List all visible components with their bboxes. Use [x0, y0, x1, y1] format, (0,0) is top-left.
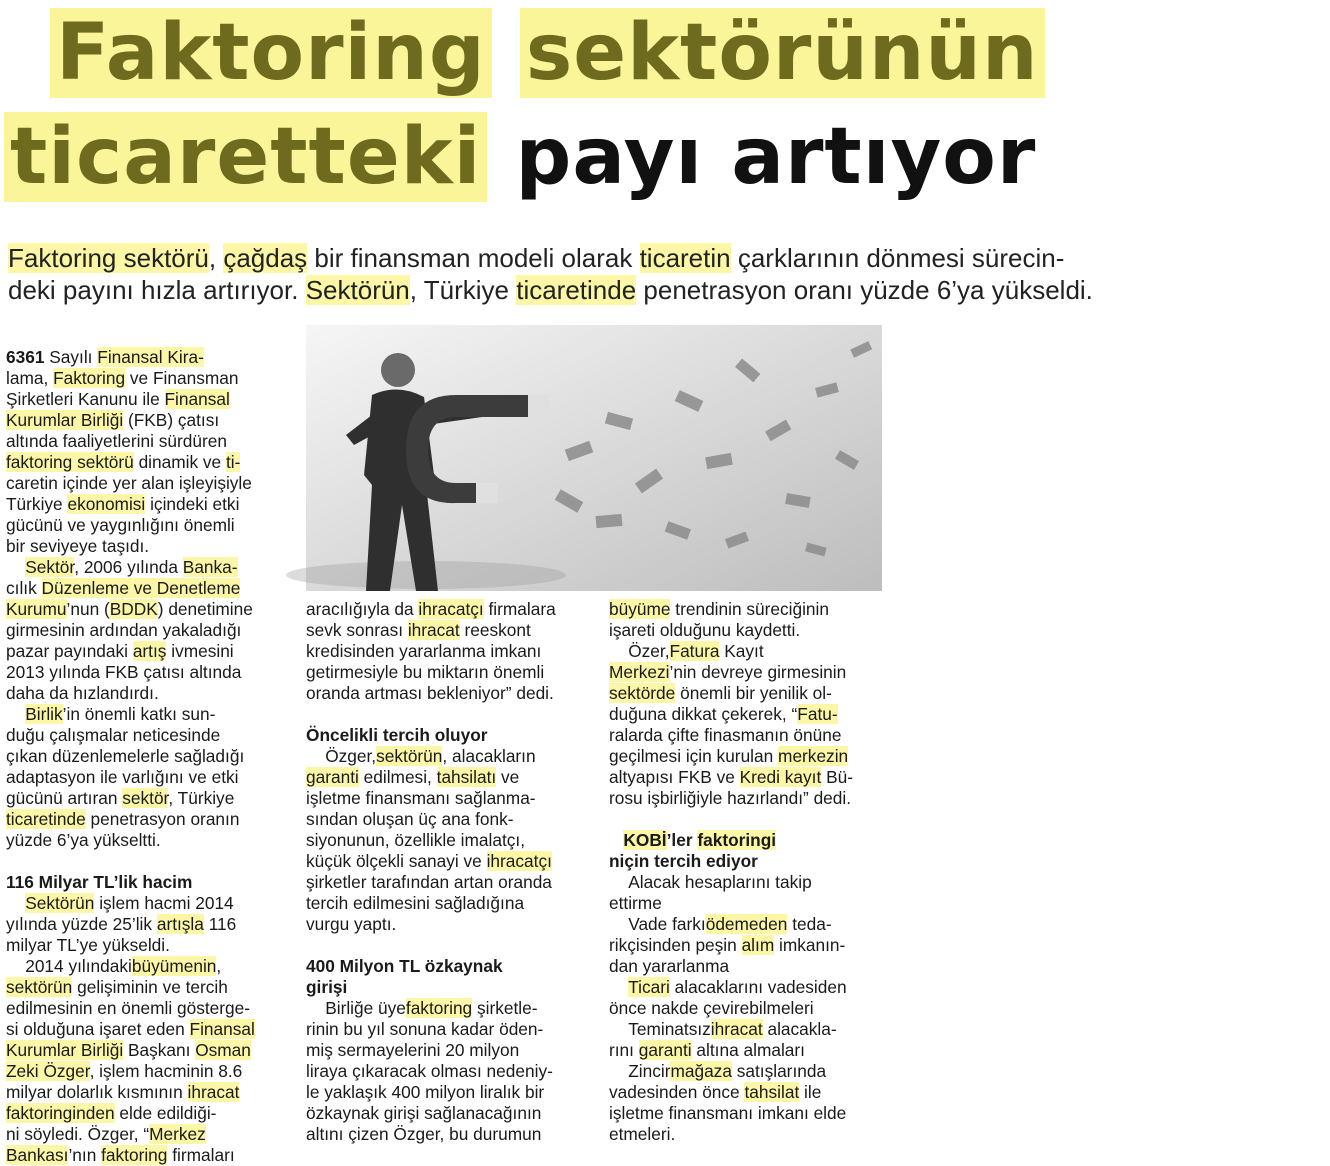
text-segment: Kurumlar Birliği: [6, 1040, 124, 1060]
text-segment: edilmesinin en önemli gösterge-: [6, 998, 250, 1018]
text-line: [306, 683, 596, 704]
text-segment: ivmesini: [166, 641, 234, 661]
text-segment: altyapısı FKB ve: [609, 767, 740, 787]
text-segment: ettirme: [609, 893, 662, 913]
text-segment: artışla: [156, 914, 204, 934]
text-line: [6, 1040, 296, 1061]
text-line: [6, 473, 296, 494]
text-line: [306, 599, 596, 620]
text-line: [6, 515, 296, 536]
text-segment: gücünü ve yaygınlığını önemli: [6, 515, 235, 535]
text-line: [306, 1040, 596, 1061]
text-line: [6, 725, 296, 746]
text-segment: ekonomisi: [67, 494, 146, 514]
text-segment: elde edildiği-: [114, 1103, 217, 1123]
headline-word: payı artıyor: [515, 112, 1037, 202]
text-segment: faktoringinden: [6, 1103, 115, 1123]
text-line: [6, 641, 296, 662]
text-segment: ihracat: [187, 1082, 240, 1102]
lead-text: Faktoring sektörü: [8, 243, 209, 273]
column-3-top: [609, 599, 899, 809]
lead-text: Sektörün: [305, 275, 410, 305]
text-line: [6, 452, 296, 473]
text-line: [306, 998, 596, 1019]
text-segment: Birliğe üye: [306, 998, 406, 1018]
subheading-segment: faktoringi: [697, 830, 777, 850]
text-segment: 2014 yılındaki: [6, 956, 132, 976]
text-segment: teda-: [787, 914, 832, 934]
text-segment: şirketle-: [472, 998, 538, 1018]
subheading-segment: ’ler: [666, 830, 698, 850]
text-segment: Ticari: [628, 977, 670, 997]
text-line: [6, 746, 296, 767]
text-segment: milyar TL’ye yükseldi.: [6, 935, 170, 955]
text-segment: lama,: [6, 368, 54, 388]
text-line: [609, 1040, 899, 1061]
text-segment: Sektörün: [25, 893, 95, 913]
text-line: [609, 935, 899, 956]
column-2-top: [306, 599, 596, 704]
text-line: [6, 368, 296, 389]
text-segment: (FKB) çatısı: [123, 410, 220, 430]
text-segment: Zincir: [609, 1061, 671, 1081]
text-segment: gelişiminin ve tercih: [72, 977, 228, 997]
text-segment: faktoring: [101, 1145, 168, 1165]
text-segment: ve Finansman: [125, 368, 239, 388]
text-line: [609, 767, 899, 788]
text-segment: altına almaları: [691, 1040, 805, 1060]
text-segment: adaptasyon ile varlığını ve etki: [6, 767, 239, 787]
text-segment: sından oluşan üç ana fonk-: [306, 809, 514, 829]
article-column-2: [306, 599, 596, 1145]
text-line: [6, 620, 296, 641]
text-segment: altında faaliyetlerini sürdüren: [6, 431, 227, 451]
photo-illustration: [306, 325, 882, 591]
text-line: [306, 809, 596, 830]
text-segment: ihracatçı: [418, 599, 484, 619]
text-segment: Faktoring: [53, 368, 126, 388]
headline-word: Faktoring: [50, 8, 492, 98]
text-segment: tahsilat: [744, 1082, 800, 1102]
text-segment: alım: [741, 935, 775, 955]
text-segment: ,: [216, 956, 222, 976]
text-segment: işlem hacmi 2014: [94, 893, 234, 913]
subheading: 400 Milyon TL özkaynak: [306, 956, 503, 976]
text-segment: cılık: [6, 578, 42, 598]
column-1-intro: [6, 347, 296, 851]
text-segment: alacaklarını vadesiden: [669, 977, 847, 997]
text-segment: Bankası: [6, 1145, 69, 1165]
text-segment: Özger,: [306, 746, 377, 766]
text-line: [6, 914, 296, 935]
text-line: [6, 662, 296, 683]
text-segment: garanti: [306, 767, 359, 787]
text-line: [609, 977, 899, 998]
text-segment: milyar dolarlık kısmının: [6, 1082, 188, 1102]
text-segment: vurgu yaptı.: [306, 914, 397, 934]
text-line: [306, 1061, 596, 1082]
text-segment: ni söyledi. Özger, “: [6, 1124, 150, 1144]
text-segment: tahsilatı: [436, 767, 497, 787]
text-line: [6, 1145, 296, 1166]
text-line: [609, 788, 899, 809]
text-segment: Türkiye: [6, 494, 68, 514]
subheading: 116 Milyar TL’lik hacim: [6, 872, 193, 892]
lead-paragraph: [8, 242, 1274, 306]
text-line: [306, 746, 596, 767]
text-line: [609, 599, 899, 620]
text-segment: sevk sonrası: [306, 620, 408, 640]
text-segment: önce nakde çevirebilmeleri: [609, 998, 814, 1018]
text-line: [306, 830, 596, 851]
text-line: [609, 872, 899, 893]
text-segment: girmesinin ardından yakaladığı: [6, 620, 242, 640]
text-segment: ihracat: [407, 620, 460, 640]
text-line: [306, 1124, 596, 1145]
text-line: [609, 620, 899, 641]
text-segment: Merkez: [149, 1124, 206, 1144]
column-2-mid: [306, 746, 596, 935]
text-segment: 116: [203, 914, 237, 934]
text-segment: faktoring sektörü: [6, 452, 134, 472]
lead-text: , Türkiye: [409, 275, 517, 305]
text-segment: şirketler tarafından artan oranda: [306, 872, 552, 892]
text-segment: , işlem hacminin 8.6: [89, 1061, 243, 1081]
headline-word: sektörünün: [520, 8, 1045, 98]
text-line: [6, 410, 296, 431]
text-segment: imkanın-: [774, 935, 846, 955]
text-segment: Finansal: [189, 1019, 255, 1039]
text-segment: çıkan düzenlemelerle sağladığı: [6, 746, 245, 766]
column-1-volume: [6, 893, 296, 1166]
text-segment: geçilmesi için kurulan: [609, 746, 779, 766]
text-line: [306, 662, 596, 683]
text-segment: Finansal Kira-: [97, 347, 204, 367]
text-segment: garanti: [638, 1040, 692, 1060]
column-3-list: [609, 872, 899, 1145]
text-line: [306, 620, 596, 641]
text-segment: Vade farkı: [609, 914, 706, 934]
lead-text: çağdaş: [223, 243, 308, 273]
text-line: [6, 788, 296, 809]
text-segment: [6, 893, 25, 913]
text-line: [6, 431, 296, 452]
text-segment: ’nin devreye girmesinin: [669, 662, 847, 682]
text-segment: , Türkiye: [168, 788, 235, 808]
text-segment: artış: [132, 641, 167, 661]
text-segment: Kurumlar Birliği: [6, 410, 124, 430]
text-segment: büyüme: [609, 599, 671, 619]
text-segment: liraya çıkaracak olması nedeniy-: [306, 1061, 553, 1081]
text-line: [306, 788, 596, 809]
text-segment: si olduğuna işaret eden: [6, 1019, 190, 1039]
text-segment: ralarda çifte finasmanın önüne: [609, 725, 842, 745]
text-line: [6, 578, 296, 599]
text-segment: Başkanı: [123, 1040, 196, 1060]
lead-text: ,: [208, 243, 224, 273]
text-segment: Osman: [195, 1040, 251, 1060]
text-segment: Kurumu: [6, 599, 67, 619]
text-line: [609, 662, 899, 683]
lead-text: bir finansman modeli olarak: [307, 243, 640, 273]
text-segment: etmeleri.: [609, 1124, 676, 1144]
text-segment: ticaretinde: [6, 809, 86, 829]
text-line: [609, 1019, 899, 1040]
text-segment: duğu çalışmalar neticesinde: [6, 725, 221, 745]
text-segment: sektör: [122, 788, 169, 808]
text-segment: rını: [609, 1040, 639, 1060]
text-segment: yüzde 6’ya yükseltti.: [6, 830, 161, 850]
text-line: [306, 851, 596, 872]
text-segment: Teminatsız: [609, 1019, 711, 1039]
text-line: [306, 1019, 596, 1040]
text-line: [6, 1103, 296, 1124]
text-line: [609, 1082, 899, 1103]
text-segment: işareti olduğunu kaydetti.: [609, 620, 801, 640]
text-segment: içindeki etki: [145, 494, 240, 514]
text-line: [306, 767, 596, 788]
businessman-magnet-money-photo: [306, 325, 882, 591]
text-segment: aracılığıyla da: [306, 599, 419, 619]
text-segment: firmalara: [483, 599, 556, 619]
text-segment: Bü-: [821, 767, 853, 787]
text-line: [6, 998, 296, 1019]
text-segment: faktoring: [405, 998, 473, 1018]
text-segment: oranda artması bekleniyor” dedi.: [306, 683, 554, 703]
text-line: [609, 683, 899, 704]
text-segment: işletme finansmanı imkanı elde: [609, 1103, 847, 1123]
text-line: [609, 641, 899, 662]
lead-text: ticaretin: [639, 243, 731, 273]
text-segment: Zeki Özger: [6, 1061, 90, 1081]
text-segment: 6361 Sayılı: [6, 347, 98, 367]
subheading-segment: KOBİ: [623, 830, 667, 850]
text-segment: sektörün: [6, 977, 73, 997]
text-line: [6, 683, 296, 704]
text-segment: ’in önemli katkı sun-: [62, 704, 216, 724]
text-segment: firmaları: [167, 1145, 235, 1165]
text-segment: Merkezi: [609, 662, 670, 682]
text-segment: sektörde: [609, 683, 676, 703]
text-line: [306, 893, 596, 914]
text-line: [6, 893, 296, 914]
text-segment: , 2006 yılında: [74, 557, 183, 577]
text-segment: [609, 977, 628, 997]
text-segment: penetrasyon oranın: [85, 809, 240, 829]
text-segment: Banka-: [182, 557, 238, 577]
text-line: [306, 914, 596, 935]
lead-text: deki payını hızla artırıyor.: [8, 275, 306, 305]
text-segment: altını çizen Özger, bu durumun: [306, 1124, 542, 1144]
text-line: [609, 725, 899, 746]
headline-word: ticaretteki: [4, 112, 487, 202]
text-segment: Finansal: [164, 389, 230, 409]
text-segment: siyonunun, özellikle imalatçı,: [306, 830, 526, 850]
text-segment: vadesinden önce: [609, 1082, 745, 1102]
text-line: [609, 704, 899, 725]
text-segment: büyümenin: [131, 956, 217, 976]
text-line: [609, 1061, 899, 1082]
headline-line-1: [50, 8, 1330, 98]
text-segment: reeskont: [459, 620, 531, 640]
text-segment: yılında yüzde 25’lik: [6, 914, 157, 934]
text-segment: 6361: [6, 347, 45, 367]
text-segment: ile: [799, 1082, 822, 1102]
text-segment: alacakla-: [762, 1019, 837, 1039]
text-line: [6, 830, 296, 851]
subheading: niçin tercih ediyor: [609, 851, 758, 871]
text-segment: sektörün: [376, 746, 443, 766]
article-column-3: [609, 599, 899, 1145]
text-line: [306, 872, 596, 893]
lead-text: çarklarının dönmesi sürecin-: [730, 243, 1065, 273]
text-line: [6, 557, 296, 578]
text-segment: ti-: [225, 452, 241, 472]
text-segment: rosu işbirliğiyle hazırlandı” dedi.: [609, 788, 852, 808]
text-line: [6, 1061, 296, 1082]
text-line: [6, 389, 296, 410]
text-line: [6, 347, 296, 368]
text-segment: pazar payındaki: [6, 641, 133, 661]
text-segment: BDDK: [109, 599, 158, 619]
text-segment: Birlik: [25, 704, 63, 724]
text-segment: tercih edilmesini sağladığına: [306, 893, 525, 913]
text-segment: kredisinden yararlanma imkanı: [306, 641, 542, 661]
text-segment: küçük ölçekli sanayi ve: [306, 851, 487, 871]
text-segment: Alacak hesaplarını takip: [609, 872, 812, 892]
text-segment: ) denetimine: [157, 599, 253, 619]
text-segment: ödemeden: [705, 914, 788, 934]
text-segment: Kredi kayıt: [739, 767, 822, 787]
text-line: [306, 1103, 596, 1124]
text-line: [6, 956, 296, 977]
text-segment: le yaklaşık 400 milyon liralık bir: [306, 1082, 545, 1102]
text-line: [6, 1124, 296, 1145]
subheading: girişi: [306, 977, 348, 997]
text-line: [6, 494, 296, 515]
text-segment: miş sermayelerini 20 milyon: [306, 1040, 520, 1060]
text-segment: dan yararlanma: [609, 956, 730, 976]
text-segment: rikçisinden peşin: [609, 935, 742, 955]
subheading: Öncelikli tercih oluyor: [306, 725, 488, 745]
text-line: [306, 641, 596, 662]
text-segment: Özer,: [609, 641, 670, 661]
lead-text: penetrasyon oranı yüzde 6’ya yükseldi.: [636, 275, 1093, 305]
text-segment: duğuna dikkat çekerek, “: [609, 704, 798, 724]
text-segment: Fatu-: [797, 704, 838, 724]
text-line: [6, 1019, 296, 1040]
text-line: [6, 977, 296, 998]
text-segment: Şirketleri Kanunu ile: [6, 389, 165, 409]
text-segment: trendinin süreciğinin: [670, 599, 829, 619]
lead-line: [8, 242, 1274, 274]
text-segment: Fatura: [669, 641, 720, 661]
headline-line-2: [4, 112, 1284, 202]
text-segment: Kayıt: [719, 641, 764, 661]
text-line: [6, 767, 296, 788]
text-segment: [6, 557, 25, 577]
lead-line: [8, 274, 1274, 306]
text-segment: gücünü artıran: [6, 788, 123, 808]
subheading-segment: [609, 830, 623, 850]
text-segment: ve: [496, 767, 520, 787]
text-line: [6, 935, 296, 956]
text-segment: merkezin: [778, 746, 849, 766]
text-segment: getirmesiyle bu miktarın önemli: [306, 662, 545, 682]
text-segment: mağaza: [670, 1061, 732, 1081]
text-segment: satışlarında: [731, 1061, 827, 1081]
text-segment: 2013 yılında FKB çatısı altında: [6, 662, 242, 682]
text-segment: Düzenleme ve Denetleme: [41, 578, 241, 598]
text-line: [6, 536, 296, 557]
text-segment: , alacakların: [442, 746, 536, 766]
text-segment: işletme finansmanı sağlanma-: [306, 788, 536, 808]
text-line: [609, 1103, 899, 1124]
text-line: [609, 1124, 899, 1145]
column-2-bottom: [306, 998, 596, 1145]
text-segment: ihracat: [710, 1019, 763, 1039]
text-segment: Sektör: [25, 557, 75, 577]
text-line: [6, 599, 296, 620]
lead-text: ticaretinde: [516, 275, 637, 305]
text-line: [609, 914, 899, 935]
text-segment: edilmesi,: [358, 767, 437, 787]
text-line: [6, 809, 296, 830]
text-segment: ihracatçı: [486, 851, 552, 871]
text-segment: bir seviyeye taşıdı.: [6, 536, 150, 556]
text-line: [6, 704, 296, 725]
text-segment: özkaynak girişi sağlanacağının: [306, 1103, 542, 1123]
text-segment: daha da hızlandırdı.: [6, 683, 159, 703]
text-segment: caretin içinde yer alan işleyişiyle: [6, 473, 252, 493]
text-line: [306, 1082, 596, 1103]
text-segment: ’nun (: [66, 599, 110, 619]
text-line: [6, 1082, 296, 1103]
text-line: [609, 956, 899, 977]
text-line: [609, 998, 899, 1019]
text-segment: ’nın: [68, 1145, 102, 1165]
subheading: [609, 830, 899, 851]
text-line: [609, 893, 899, 914]
text-segment: dinamik ve: [133, 452, 226, 472]
text-segment: [6, 704, 25, 724]
article-column-1: [6, 347, 296, 1166]
text-segment: önemli bir yenilik ol-: [675, 683, 832, 703]
text-segment: rinin bu yıl sonuna kadar öden-: [306, 1019, 544, 1039]
text-line: [609, 746, 899, 767]
